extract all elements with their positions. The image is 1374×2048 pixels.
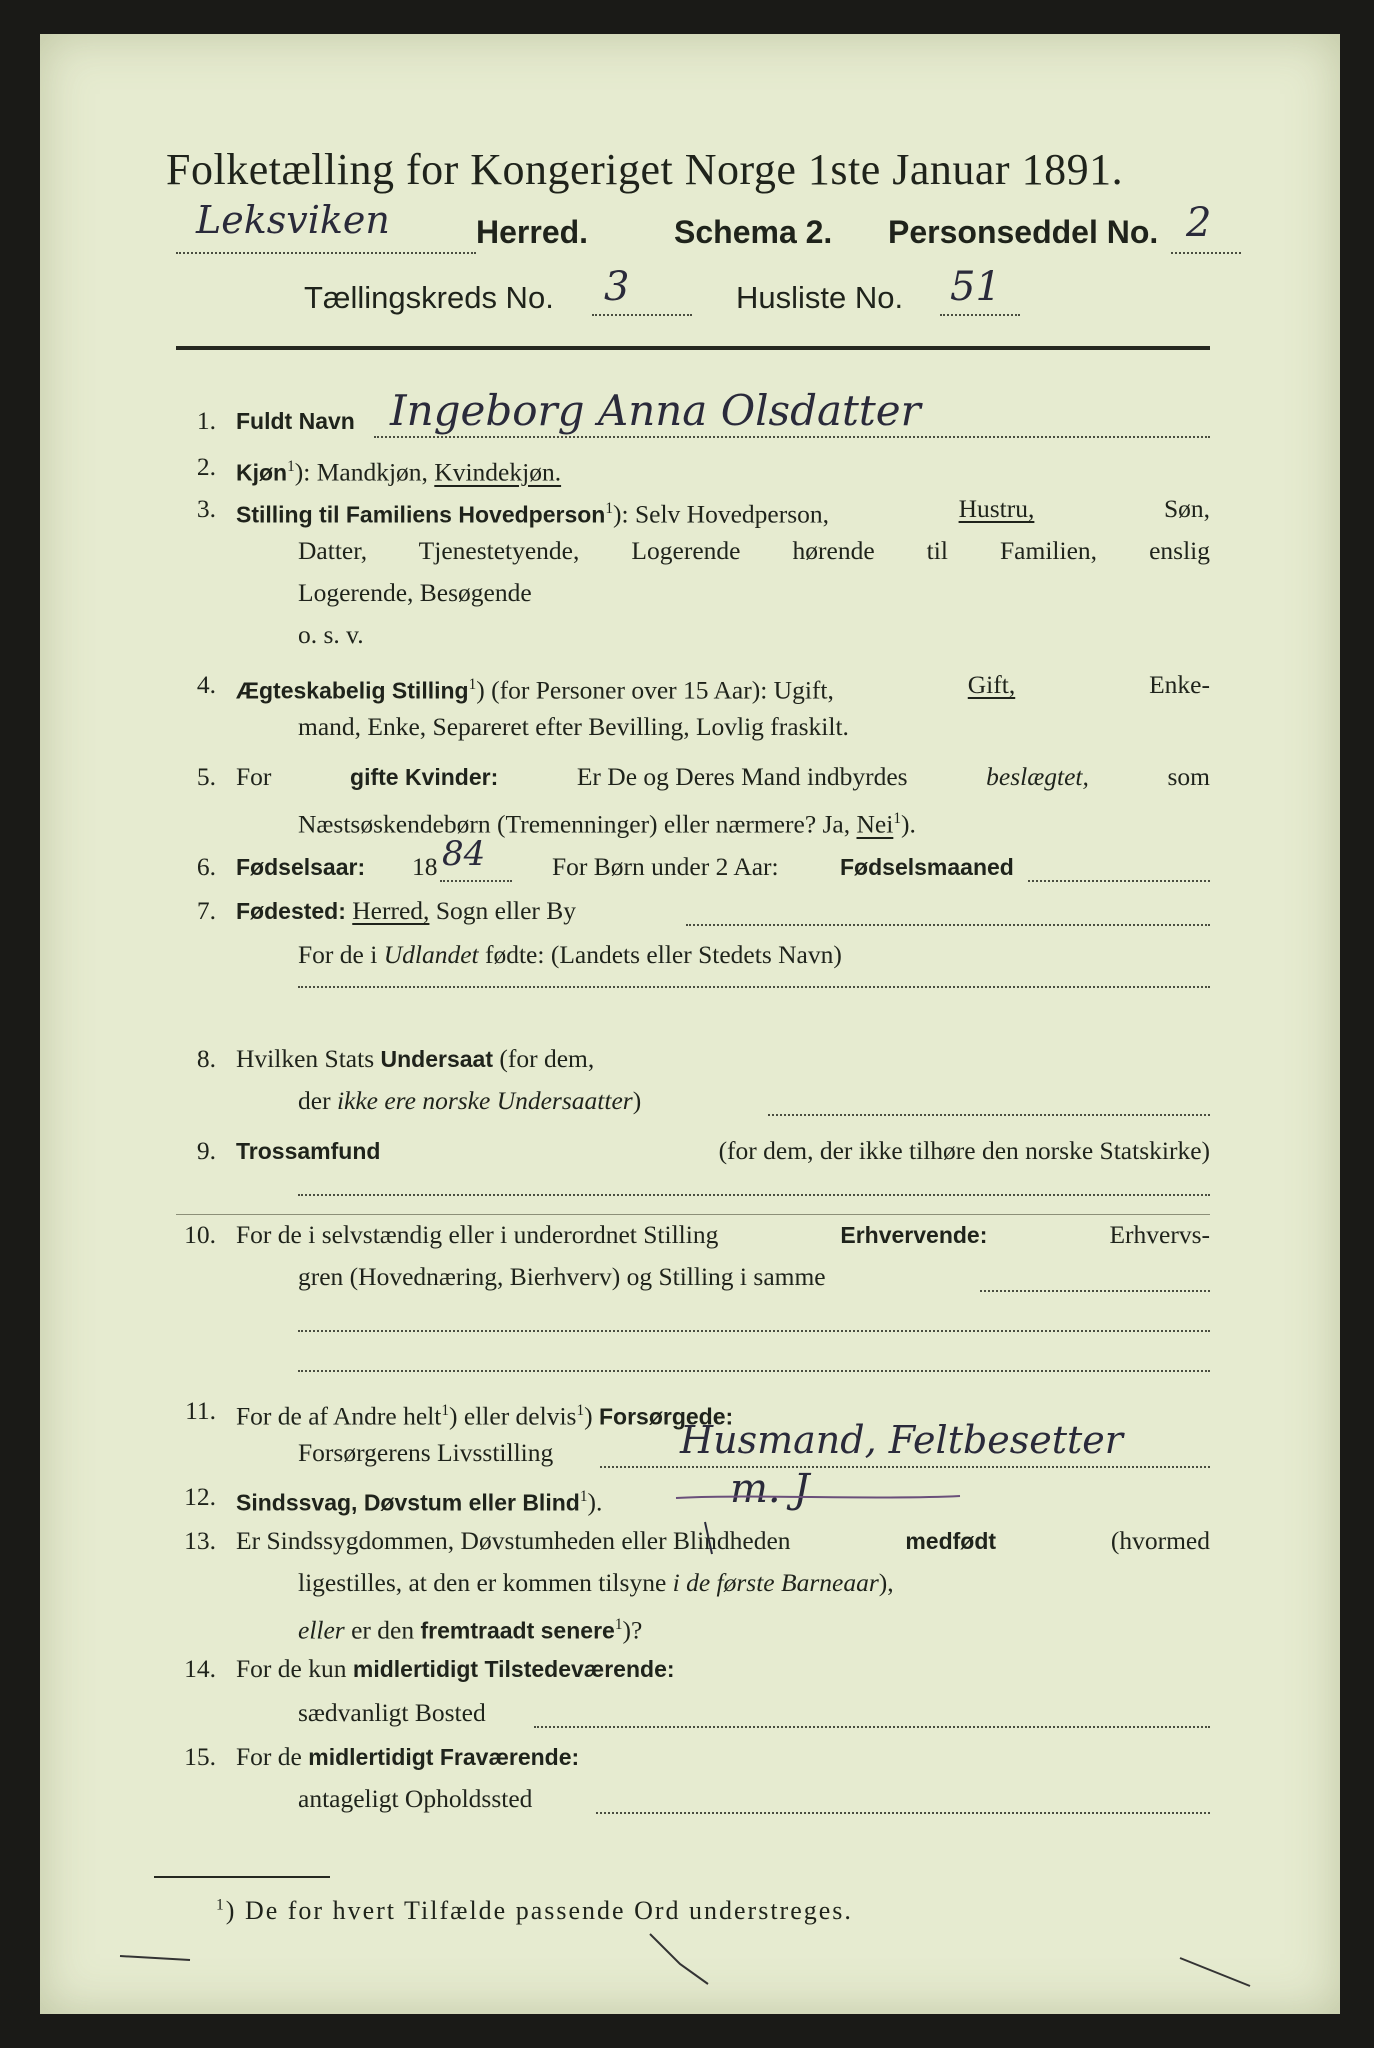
q5-selected: Nei	[856, 809, 894, 839]
q1-num: 1.	[196, 406, 216, 435]
q6-num: 6.	[196, 852, 216, 881]
q8-line2: der ikke ere norske Undersaatter)	[298, 1086, 642, 1115]
q12-line1: Sindssvag, Døvstum eller Blind$^1$).	[236, 1487, 603, 1517]
q3-selected: Hustru,	[958, 494, 1035, 523]
q3-line1: Stilling til Familiens Hovedperson$^1$): Selv Hovedperson, Hustru, Søn,	[236, 494, 1210, 529]
q13-line2: ligestilles, at den er kommen tilsyne i de første Barneaar),	[298, 1568, 894, 1597]
q12-answer: m. J	[730, 1466, 810, 1512]
q6-label: Fødselsaar:	[236, 854, 366, 880]
q3-line3: Logerende, Besøgende	[298, 578, 532, 607]
q3-line2: Datter, Tjenestetyende, Logerende hørende til Familien, enslig	[298, 536, 1210, 565]
q13-line3: eller er den fremtraadt senere$^1$)?	[298, 1615, 643, 1645]
q7-line1: Fødested: Herred, Sogn eller By	[236, 896, 577, 925]
q4-selected: Gift,	[967, 670, 1016, 699]
q13-num: 13.	[184, 1526, 216, 1555]
q6-label2: Fødselsmaaned	[840, 854, 1014, 880]
census-form	[40, 34, 1340, 2014]
q3-num: 3.	[196, 494, 216, 523]
q14-line2: sædvanligt Bosted	[298, 1698, 486, 1727]
pen-marks	[40, 34, 1340, 2014]
q5-line1: For gifte Kvinder: Er De og Deres Mand indbyrdes beslægtet, som	[236, 762, 1210, 791]
q14-line1: For de kun midlertidigt Tilstedeværende:	[236, 1654, 675, 1683]
husliste-label: Husliste No.	[736, 280, 904, 315]
q11-line1: For de af Andre helt$^1$) eller delvis$^1$) Forsørgede:	[236, 1401, 734, 1431]
q1-label: Fuldt Navn	[236, 408, 355, 434]
q7-selected: Herred,	[352, 896, 430, 925]
q4-line1: Ægteskabelig Stilling$^1$) (for Personer over 15 Aar): Ugift, Gift, Enke-	[236, 670, 1210, 705]
q15-num: 15.	[184, 1742, 216, 1771]
q12-num: 12.	[184, 1482, 216, 1511]
q9-line1: Trossamfund (for dem, der ikke tilhøre den norske Statskirke)	[236, 1136, 1210, 1165]
q8-num: 8.	[196, 1044, 216, 1073]
q6-prefix: 18	[412, 852, 438, 881]
q4-num: 4.	[196, 670, 216, 699]
q8-line1: Hvilken Stats Undersaat (for dem,	[236, 1044, 595, 1073]
q13-line1: Er Sindssygdommen, Døvstumheden eller Blindheden medfødt (hvormed	[236, 1526, 1210, 1555]
q14-num: 14.	[184, 1654, 216, 1683]
q15-line1: For de midlertidigt Fraværende:	[236, 1742, 580, 1771]
herred-value: Leksviken	[196, 198, 390, 242]
q2-line: Kjøn$^1$): Mandkjøn, Kvindekjøn.	[236, 457, 562, 487]
q9-num: 9.	[196, 1136, 216, 1165]
q6-year: 84	[442, 834, 486, 874]
footnote: $^1$) De for hvert Tilfælde passende Ord understreges.	[216, 1896, 853, 1925]
schema-label: Schema 2.	[674, 214, 833, 250]
q5-num: 5.	[196, 762, 216, 791]
q6-text: For Børn under 2 Aar:	[552, 852, 779, 881]
q7-num: 7.	[196, 896, 216, 925]
personseddel-value: 2	[1186, 200, 1212, 246]
q11-answer: Husmand, Feltbesetter	[680, 1418, 1123, 1462]
q5-line2: Næstsøskendebørn (Tremenninger) eller nærmere? Ja, Nei$^1$).	[298, 809, 916, 839]
q10-num: 10.	[184, 1220, 216, 1249]
q11-line2: Forsørgerens Livsstilling	[298, 1438, 554, 1467]
q3-line4: o. s. v.	[298, 620, 364, 649]
q10-line2: gren (Hovednæring, Bierhverv) og Stilling i samme	[298, 1262, 826, 1291]
kreds-label: Tællingskreds No.	[304, 280, 554, 315]
q7-line2: For de i Udlandet fødte: (Landets eller Stedets Navn)	[298, 940, 842, 969]
q11-num: 11.	[185, 1396, 216, 1425]
form-title: Folketælling for Kongeriget Norge 1ste Januar 1891.	[166, 145, 1124, 194]
q2-selected: Kvindekjøn.	[434, 457, 562, 487]
herred-label: Herred.	[476, 214, 589, 250]
q4-line2: mand, Enke, Separeret efter Bevilling, Lovlig fraskilt.	[298, 712, 849, 741]
q1-answer: Ingeborg Anna Olsdatter	[390, 386, 921, 435]
q15-line2: antageligt Opholdssted	[298, 1784, 533, 1813]
husliste-value: 51	[950, 264, 1001, 310]
personseddel-label: Personseddel No.	[888, 214, 1159, 250]
q2-num: 2.	[196, 452, 216, 481]
kreds-value: 3	[604, 264, 630, 310]
q10-line1: For de i selvstændig eller i underordnet Stilling Erhvervende: Erhvervs-	[236, 1220, 1210, 1249]
